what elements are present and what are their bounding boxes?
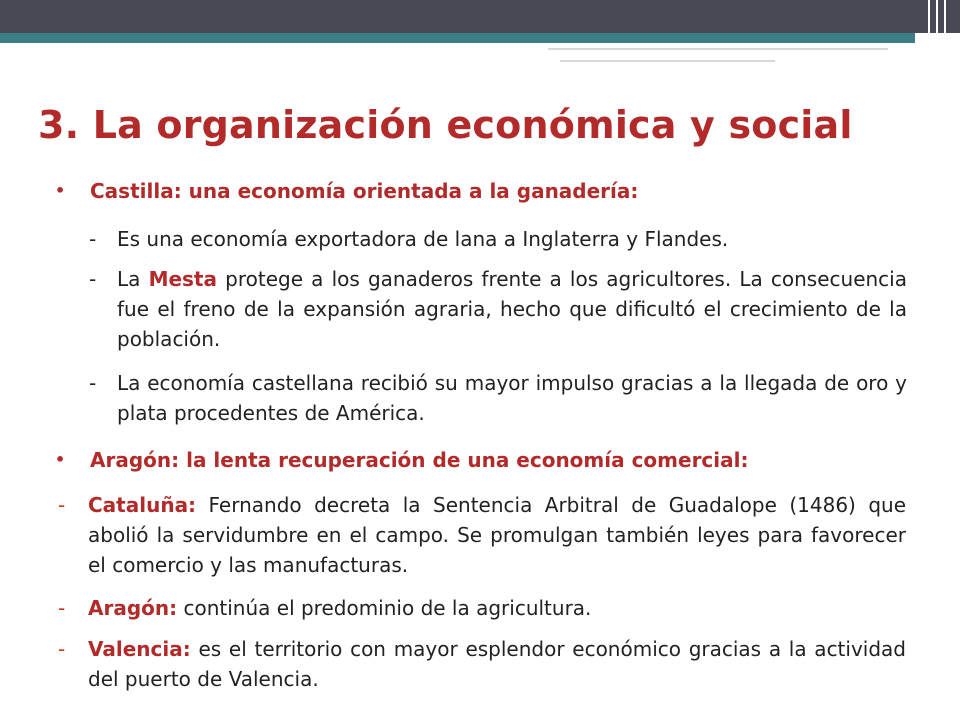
item-text: Fernando decreta la Sentencia Arbitral de Guadalope (1486) que abolió la servidumbre en el campo. Se promulgan también leyes para favorecer el comercio y las manufacturas. bbox=[88, 493, 906, 577]
bullet-heading: Aragón: la lenta recuperación de una economía comercial: bbox=[90, 448, 749, 472]
list-item bbox=[89, 224, 907, 254]
item-text: continúa el predominio de la agricultura. bbox=[177, 596, 592, 620]
list-item bbox=[89, 264, 907, 354]
dash-marker: - bbox=[89, 227, 97, 251]
bullet-icon: • bbox=[55, 181, 66, 200]
header-divider-line bbox=[928, 0, 930, 62]
keyword-cataluna: Cataluña: bbox=[88, 493, 197, 517]
header-accent-band bbox=[0, 33, 915, 43]
bullet-castilla bbox=[55, 176, 910, 206]
list-item bbox=[58, 593, 906, 623]
item-text: es el territorio con mayor esplendor económico gracias a la actividad del puerto de Valencia. bbox=[88, 637, 906, 691]
list-item bbox=[89, 368, 907, 428]
bullet-aragon bbox=[55, 445, 910, 475]
bullet-icon: • bbox=[55, 450, 66, 469]
header-divider-line bbox=[936, 0, 938, 62]
dash-marker: - bbox=[58, 637, 66, 661]
keyword-aragon: Aragón: bbox=[88, 596, 178, 620]
item-text: protege a los ganaderos frente a los agricultores. La consecuencia fue el freno de la expansión agraria, hecho que dificultó el crecimiento de la población. bbox=[117, 267, 907, 351]
keyword-mesta: Mesta bbox=[148, 267, 217, 291]
dash-marker: - bbox=[89, 371, 97, 395]
header-divider-line bbox=[944, 0, 946, 62]
decorative-line bbox=[560, 60, 775, 62]
item-prefix: La bbox=[117, 267, 149, 291]
item-text: Es una economía exportadora de lana a Inglaterra y Flandes. bbox=[117, 227, 729, 251]
bullet-heading: Castilla: una economía orientada a la ganadería: bbox=[90, 179, 639, 203]
decorative-line bbox=[548, 48, 888, 50]
dash-marker: - bbox=[58, 596, 66, 620]
slide-title: 3. La organización económica y social bbox=[38, 103, 853, 147]
list-item bbox=[58, 634, 906, 694]
header-bar bbox=[0, 0, 960, 33]
dash-marker: - bbox=[89, 267, 97, 291]
item-text: La economía castellana recibió su mayor impulso gracias a la llegada de oro y plata procedentes de América. bbox=[117, 371, 907, 425]
keyword-valencia: Valencia: bbox=[88, 637, 191, 661]
dash-marker: - bbox=[58, 493, 66, 517]
list-item bbox=[58, 490, 906, 580]
